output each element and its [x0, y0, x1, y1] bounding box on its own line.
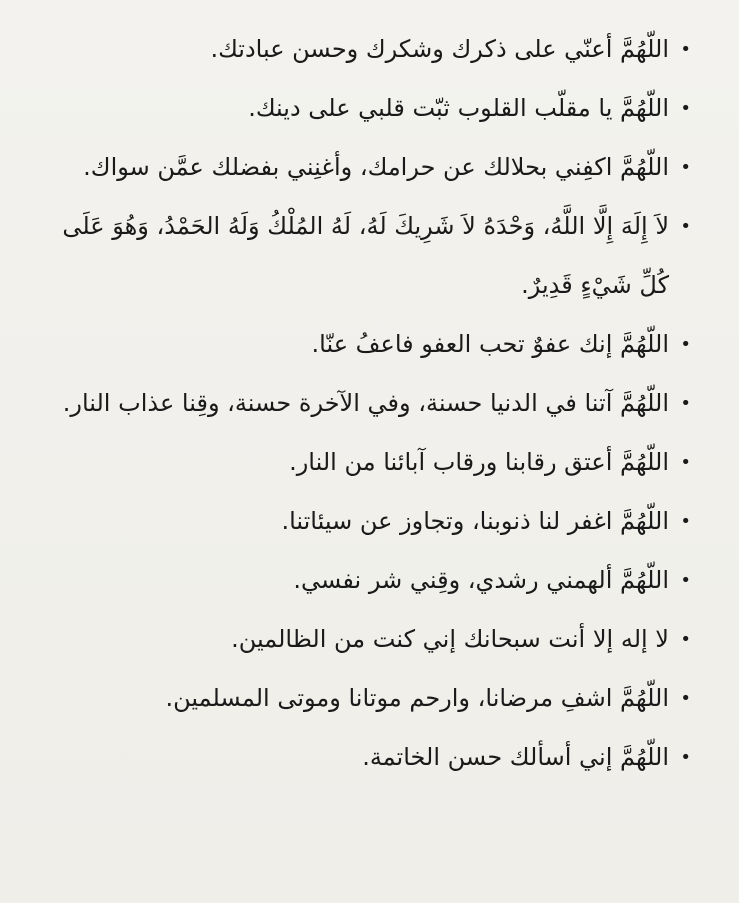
- bullet-icon: •: [680, 511, 691, 532]
- dua-text: اللّهُمَّ آتنا في الدنيا حسنة، وفي الآخرة حسنة، وقِنا عذاب النار.: [62, 389, 669, 417]
- dua-text: اللّهُمَّ اغفر لنا ذنوبنا، وتجاوز عن سيئاتنا.: [281, 507, 669, 535]
- dua-text: اللّهُمَّ أعتق رقابنا ورقاب آبائنا من النار.: [289, 448, 669, 476]
- bullet-icon: •: [680, 334, 691, 355]
- bullet-icon: •: [680, 570, 691, 591]
- dua-text: اللّهُمَّ اشفِ مرضانا، وارحم موتانا وموتى المسلمين.: [165, 684, 669, 712]
- dua-text: اللّهُمَّ اكفِني بحلالك عن حرامك، وأغنِني بفضلك عمَّن سواك.: [83, 153, 669, 181]
- dua-text: لا إله إلا أنت سبحانك إني كنت من الظالمين.: [231, 625, 669, 653]
- list-item: [60, 20, 691, 79]
- dua-text: اللّهُمَّ أعنّي على ذكرك وشكرك وحسن عبادتك.: [210, 35, 669, 63]
- dua-text: اللّهُمَّ إني أسألك حسن الخاتمة.: [362, 743, 669, 771]
- bullet-icon: •: [680, 39, 691, 60]
- bullet-icon: •: [680, 157, 691, 178]
- list-item: [60, 138, 691, 197]
- list-item: [60, 728, 691, 787]
- list-item: [60, 551, 691, 610]
- list-item: [60, 492, 691, 551]
- bullet-icon: •: [680, 629, 691, 650]
- list-item: [60, 669, 691, 728]
- bullet-icon: •: [680, 747, 691, 768]
- dua-text: اللّهُمَّ ألهمني رشدي، وقِني شر نفسي.: [293, 566, 669, 594]
- list-item: [60, 315, 691, 374]
- list-item: [60, 610, 691, 669]
- dua-text: اللّهُمَّ إنك عفوٌ تحب العفو فاعفُ عنّا.: [311, 330, 669, 358]
- bullet-icon: •: [680, 393, 691, 414]
- list-item: [60, 79, 691, 138]
- bullet-icon: •: [680, 98, 691, 119]
- bullet-icon: •: [680, 688, 691, 709]
- list-item: [60, 374, 691, 433]
- bullet-icon: •: [680, 452, 691, 473]
- list-item: [60, 433, 691, 492]
- list-item: [60, 197, 691, 315]
- dua-text: لاَ إِلَهَ إِلَّا اللَّهُ، وَحْدَهُ لاَ شَرِيكَ لَهُ، لَهُ المُلْكُ وَلَهُ الحَمْدُ، وَهُوَ عَلَى كُلِّ شَيْءٍ قَدِيرٌ.: [62, 212, 669, 299]
- dua-text: اللّهُمَّ يا مقلّب القلوب ثبّت قلبي على دينك.: [248, 94, 669, 122]
- dua-list: [60, 20, 691, 787]
- bullet-icon: •: [680, 216, 691, 237]
